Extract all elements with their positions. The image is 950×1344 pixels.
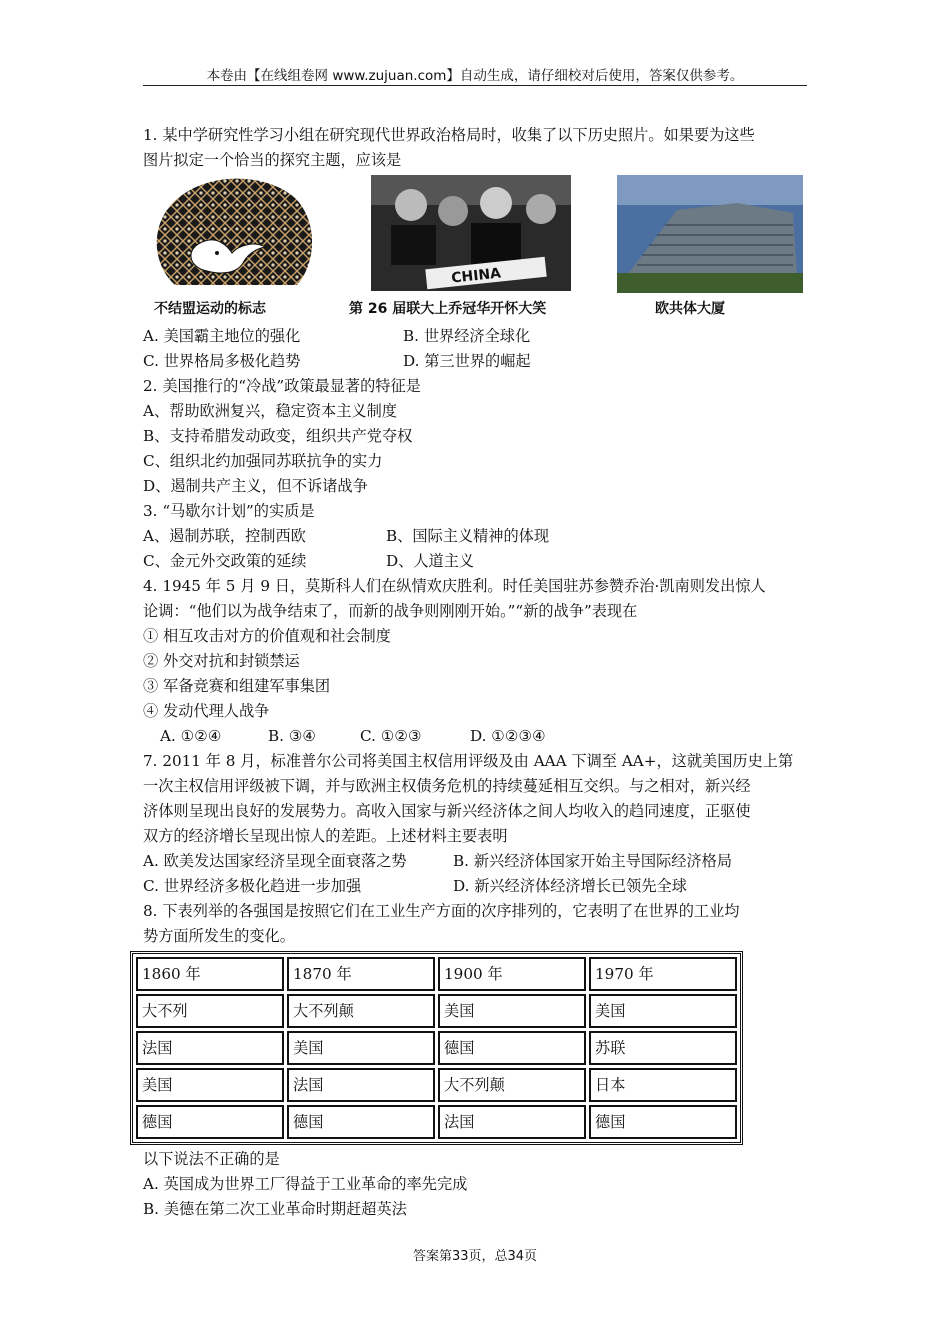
header-divider bbox=[143, 85, 807, 86]
q4-item-4: ④ 发动代理人战争 bbox=[143, 702, 270, 720]
q2-option-d[interactable]: D、遏制共产主义，但不诉诸战争 bbox=[143, 477, 368, 495]
table-cell: 德国 bbox=[287, 1105, 435, 1139]
table-cell: 大不列 bbox=[136, 994, 284, 1028]
q7-stem-line2: 一次主权信用评级被下调，并与欧洲主权债务危机的持续蔓延相互交织。与之相对，新兴经 bbox=[143, 777, 751, 795]
q4-option-d[interactable]: D. ①②③④ bbox=[470, 727, 546, 745]
figure3-caption: 欧共体大厦 bbox=[655, 301, 725, 317]
q7-option-d[interactable]: D. 新兴经济体经济增长已领先全球 bbox=[453, 877, 687, 895]
q7-stem-line1: 7. 2011 年 8 月，标准普尔公司将美国主权信用评级及由 AAA 下调至 AA+，这就美国历史上第 bbox=[143, 752, 794, 770]
q7-options-row1 bbox=[143, 849, 811, 874]
q1-option-d[interactable]: D. 第三世界的崛起 bbox=[403, 352, 531, 370]
q2-stem: 2. 美国推行的“冷战”政策最显著的特征是 bbox=[143, 377, 421, 395]
table-cell: 德国 bbox=[438, 1031, 586, 1065]
ec-building-photo bbox=[617, 175, 803, 293]
table-cell: 美国 bbox=[589, 994, 737, 1028]
figure1-caption: 不结盟运动的标志 bbox=[154, 301, 266, 317]
q1-options-row1 bbox=[143, 324, 811, 349]
q4-option-c[interactable]: C. ①②③ bbox=[360, 727, 422, 745]
page-footer: 答案第33页，总34页 bbox=[412, 1249, 538, 1264]
q2-option-c[interactable]: C、组织北约加强同苏联抗争的实力 bbox=[143, 452, 383, 470]
q3-options-row1 bbox=[143, 524, 811, 549]
table-row bbox=[136, 1068, 737, 1102]
q1-option-b[interactable]: B. 世界经济全球化 bbox=[403, 327, 531, 345]
q4-stem-line2: 论调：“他们以为战争结束了，而新的战争则刚刚开始。”“新的战争”表现在 bbox=[143, 602, 638, 620]
un-delegation-photo bbox=[371, 175, 571, 291]
q7-option-c[interactable]: C. 世界经济多极化趋进一步加强 bbox=[143, 877, 362, 895]
q1-figures bbox=[143, 175, 811, 324]
table-header-cell: 1860 年 bbox=[136, 957, 284, 991]
q3-option-d[interactable]: D、人道主义 bbox=[386, 552, 475, 570]
dove-emblem-image bbox=[147, 175, 317, 293]
q7-option-b[interactable]: B. 新兴经济体国家开始主导国际经济格局 bbox=[453, 852, 733, 870]
q1-option-c[interactable]: C. 世界格局多极化趋势 bbox=[143, 352, 301, 370]
q4-option-a[interactable]: A. ①②④ bbox=[160, 727, 222, 745]
table-cell: 法国 bbox=[136, 1031, 284, 1065]
q8-after-text: 以下说法不正确的是 bbox=[143, 1150, 280, 1168]
table-cell: 日本 bbox=[589, 1068, 737, 1102]
q8-ranking-table bbox=[130, 951, 743, 1145]
q1-option-a[interactable]: A. 美国霸主地位的强化 bbox=[143, 327, 301, 345]
table-header-row bbox=[136, 957, 737, 991]
q4-item-1: ① 相互攻击对方的价值观和社会制度 bbox=[143, 627, 391, 645]
table-row bbox=[136, 1105, 737, 1139]
q2-option-b[interactable]: B、支持希腊发动政变，组织共产党夺权 bbox=[143, 427, 413, 445]
table-cell: 法国 bbox=[438, 1105, 586, 1139]
table-header-cell: 1870 年 bbox=[287, 957, 435, 991]
table-cell: 美国 bbox=[438, 994, 586, 1028]
table-cell: 大不列颠 bbox=[287, 994, 435, 1028]
q1-stem-line2: 图片拟定一个恰当的探究主题，应该是 bbox=[143, 151, 402, 169]
q3-option-a[interactable]: A、遏制苏联，控制西欧 bbox=[143, 527, 306, 545]
q4-options-row bbox=[143, 724, 811, 749]
table-cell: 德国 bbox=[136, 1105, 284, 1139]
table-cell: 大不列颠 bbox=[438, 1068, 586, 1102]
table-cell: 德国 bbox=[589, 1105, 737, 1139]
table-row bbox=[136, 1031, 737, 1065]
q7-stem-line3: 济体则呈现出良好的发展势力。高收入国家与新兴经济体之间人均收入的趋同速度，正驱使 bbox=[143, 802, 751, 820]
q7-options-row2 bbox=[143, 874, 811, 899]
q8-option-a[interactable]: A. 英国成为世界工厂得益于工业革命的率先完成 bbox=[143, 1175, 468, 1193]
q8-stem-line2: 势方面所发生的变化。 bbox=[143, 927, 295, 945]
document-body bbox=[143, 123, 811, 1222]
q2-option-a[interactable]: A、帮助欧洲复兴，稳定资本主义制度 bbox=[143, 402, 397, 420]
q7-stem-line4: 双方的经济增长呈现出惊人的差距。上述材料主要表明 bbox=[143, 827, 508, 845]
q4-option-b[interactable]: B. ③④ bbox=[268, 727, 317, 745]
table-cell: 美国 bbox=[287, 1031, 435, 1065]
q4-item-2: ② 外交对抗和封锁禁运 bbox=[143, 652, 300, 670]
page-header: 本卷由【在线组卷网 www.zujuan.com】自动生成，请仔细校对后使用，答案仅供参考。 bbox=[206, 68, 744, 84]
figure2-caption: 第 26 届联大上乔冠华开怀大笑 bbox=[349, 301, 547, 317]
china-sign-text: CHINA bbox=[450, 265, 502, 287]
q3-option-c[interactable]: C、金元外交政策的延续 bbox=[143, 552, 307, 570]
q7-option-a[interactable]: A. 欧美发达国家经济呈现全面衰落之势 bbox=[143, 852, 407, 870]
q8-option-b[interactable]: B. 美德在第二次工业革命时期赶超英法 bbox=[143, 1200, 407, 1218]
q3-options-row2 bbox=[143, 549, 811, 574]
table-cell: 美国 bbox=[136, 1068, 284, 1102]
table-row bbox=[136, 994, 737, 1028]
q4-stem-line1: 4. 1945 年 5 月 9 日，莫斯科人们在纵情欢庆胜利。时任美国驻苏参赞乔治·凯南则发出惊人 bbox=[143, 577, 766, 595]
table-cell: 苏联 bbox=[589, 1031, 737, 1065]
q3-option-b[interactable]: B、国际主义精神的体现 bbox=[386, 527, 550, 545]
q1-stem-line1: 1. 某中学研究性学习小组在研究现代世界政治格局时，收集了以下历史照片。如果要为这些 bbox=[143, 126, 755, 144]
table-cell: 法国 bbox=[287, 1068, 435, 1102]
table-header-cell: 1970 年 bbox=[589, 957, 737, 991]
q1-options-row2 bbox=[143, 349, 811, 374]
table-header-cell: 1900 年 bbox=[438, 957, 586, 991]
q4-item-3: ③ 军备竞赛和组建军事集团 bbox=[143, 677, 331, 695]
q3-stem: 3. “马歇尔计划”的实质是 bbox=[143, 502, 315, 520]
q8-stem-line1: 8. 下表列举的各强国是按照它们在工业生产方面的次序排列的，它表明了在世界的工业均 bbox=[143, 902, 740, 920]
